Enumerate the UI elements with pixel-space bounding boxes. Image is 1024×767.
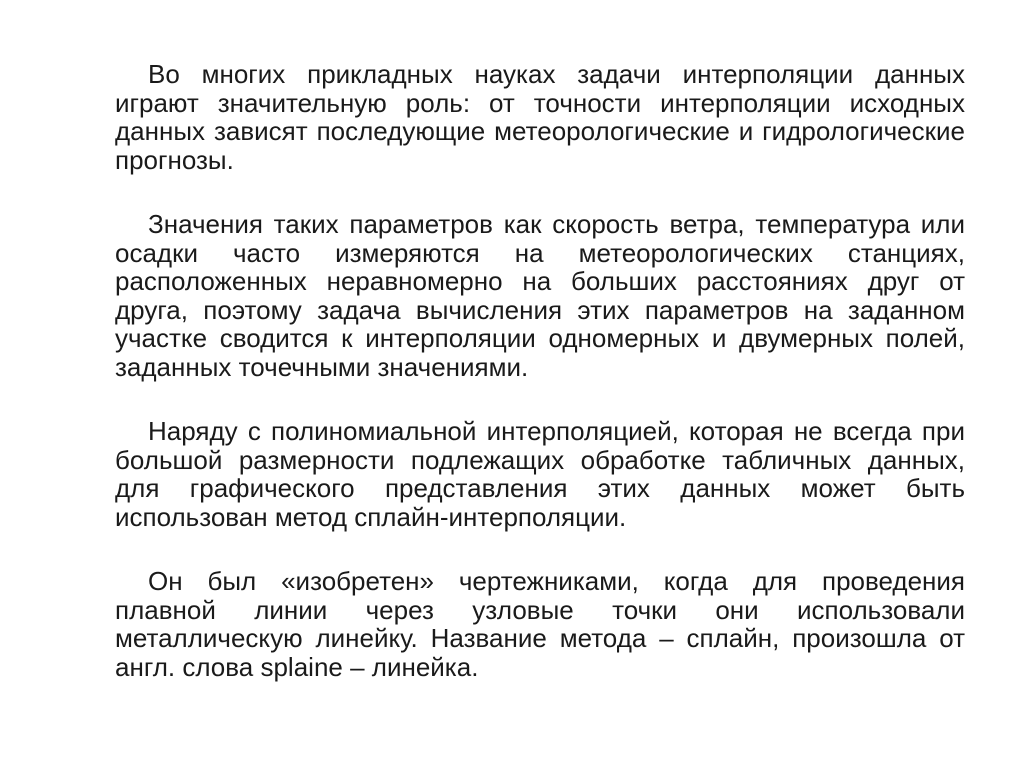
paragraph-interpolation-intro: Во многих прикладных науках задачи интерполяции данных играют значительную роль: от точности интерполяции исходных данных зависят последующие метеорологические и гидрологические прогнозы. [115,59,965,175]
paragraph-spline-method: Наряду с полиномиальной интерполяцией, которая не всегда при большой размерности подлежащих обработке табличных данных, для графического представления этих данных может быть использован метод сплайн-интерполяции. [115,416,965,532]
paragraph-meteorological-stations: Значения таких параметров как скорость ветра, температура или осадки часто измеряются на метеорологических станциях, расположенных неравномерно на больших расстояниях друг от друга, поэтому задача вычисления этих параметров на заданном участке сводится к интерполяции одномерных и двумерных полей, заданных точечными значениями. [115,209,965,382]
text-block [115,60,965,717]
paragraph-spline-origin: Он был «изобретен» чертежниками, когда для проведения плавной линии через узловые точки они использовали металлическую линейку. Название метода – сплайн, произошла от англ. слова splaine – линейка. [115,566,965,682]
